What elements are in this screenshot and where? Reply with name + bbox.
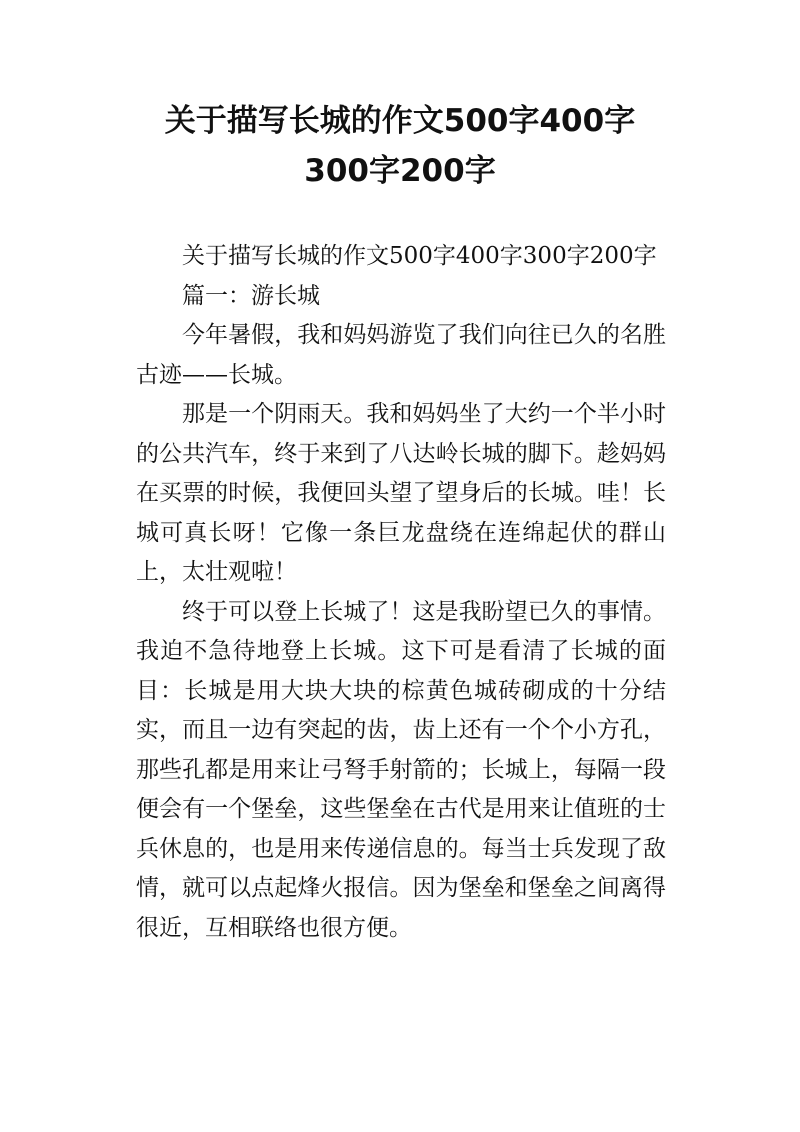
document-body <box>136 237 666 948</box>
paragraph-section-title: 篇一：游长城 <box>182 282 320 309</box>
paragraph-heading: 关于描写长城的作文500字400字300字200字 <box>182 243 657 269</box>
document-title <box>100 96 700 196</box>
title-line-2: 300字200字 <box>304 153 496 189</box>
title-line-1: 关于描写长城的作文500字400字 <box>164 103 636 139</box>
paragraph-climb: 终于可以登上长城了！这是我盼望已久的事情。我迫不急待地登上长城。这下可是看清了长城的面目：长城是用大块大块的棕黄色城砖砌成的十分结实，而且一边有突起的齿，齿上还有一个个小方孔，那些孔都是用来让弓弩手射箭的；长城上，每隔一段便会有一个堡垒，这些堡垒在古代是用来让值班的士兵休息的，也是用来传递信息的。每当士兵发现了敌情，就可以点起烽火报信。因为堡垒和堡垒之间离得很近，互相联络也很方便。 <box>136 598 666 941</box>
paragraph-intro: 今年暑假，我和妈妈游览了我们向往已久的名胜古迹——长城。 <box>136 322 666 388</box>
paragraph-arrival: 那是一个阴雨天。我和妈妈坐了大约一个半小时的公共汽车，终于来到了八达岭长城的脚下。趁妈妈在买票的时候，我便回头望了望身后的长城。哇！长城可真长呀！它像一条巨龙盘绕在连绵起伏的群山上，太壮观啦！ <box>136 401 666 585</box>
